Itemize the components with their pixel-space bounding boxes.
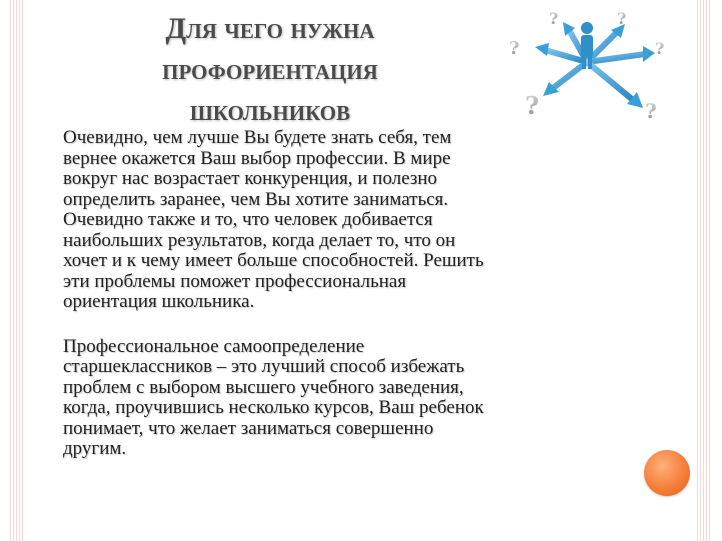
question-mark-icon: ? xyxy=(549,10,559,28)
question-mark-icon: ? xyxy=(525,91,540,120)
slide-title xyxy=(80,8,460,131)
paragraph-2: Профессиональное самоопределение старшеклассников – это лучший способ избежать проблем с выбором высшего учебного заведения, когда, проучившись несколько курсов, Ваш ребенок понимает, что желает заниматься совершенно другим. xyxy=(63,335,484,459)
title-line-1: Для чего нужна xyxy=(165,12,375,45)
question-mark-icon: ? xyxy=(655,39,665,58)
arrows-group xyxy=(545,30,645,100)
question-mark-icon: ? xyxy=(509,38,520,59)
slide-body xyxy=(63,128,633,460)
question-mark-icon: ? xyxy=(645,99,657,122)
career-choice-illustration xyxy=(505,10,670,122)
question-mark-icon: ? xyxy=(617,10,627,28)
right-decorative-border xyxy=(697,0,711,541)
title-line-2: профориентация xyxy=(162,53,378,86)
title-line-3: школьников xyxy=(189,94,351,127)
left-decorative-border xyxy=(10,0,24,541)
orange-circle-decoration xyxy=(644,450,690,496)
paragraph-1: Очевидно, чем лучше Вы будете знать себя, тем вернее окажется Ваш выбор профессии. В мире вокруг нас возрастает конкуренция, и полезно определить заранее, чем Вы хотите заниматься. Очевидно также и то, что человек добивается наибольших результатов, когда делает то, что он хочет и к чему имеет больше способностей. Решить эти проблемы поможет профессиональная ориентация школьника. xyxy=(63,127,484,312)
